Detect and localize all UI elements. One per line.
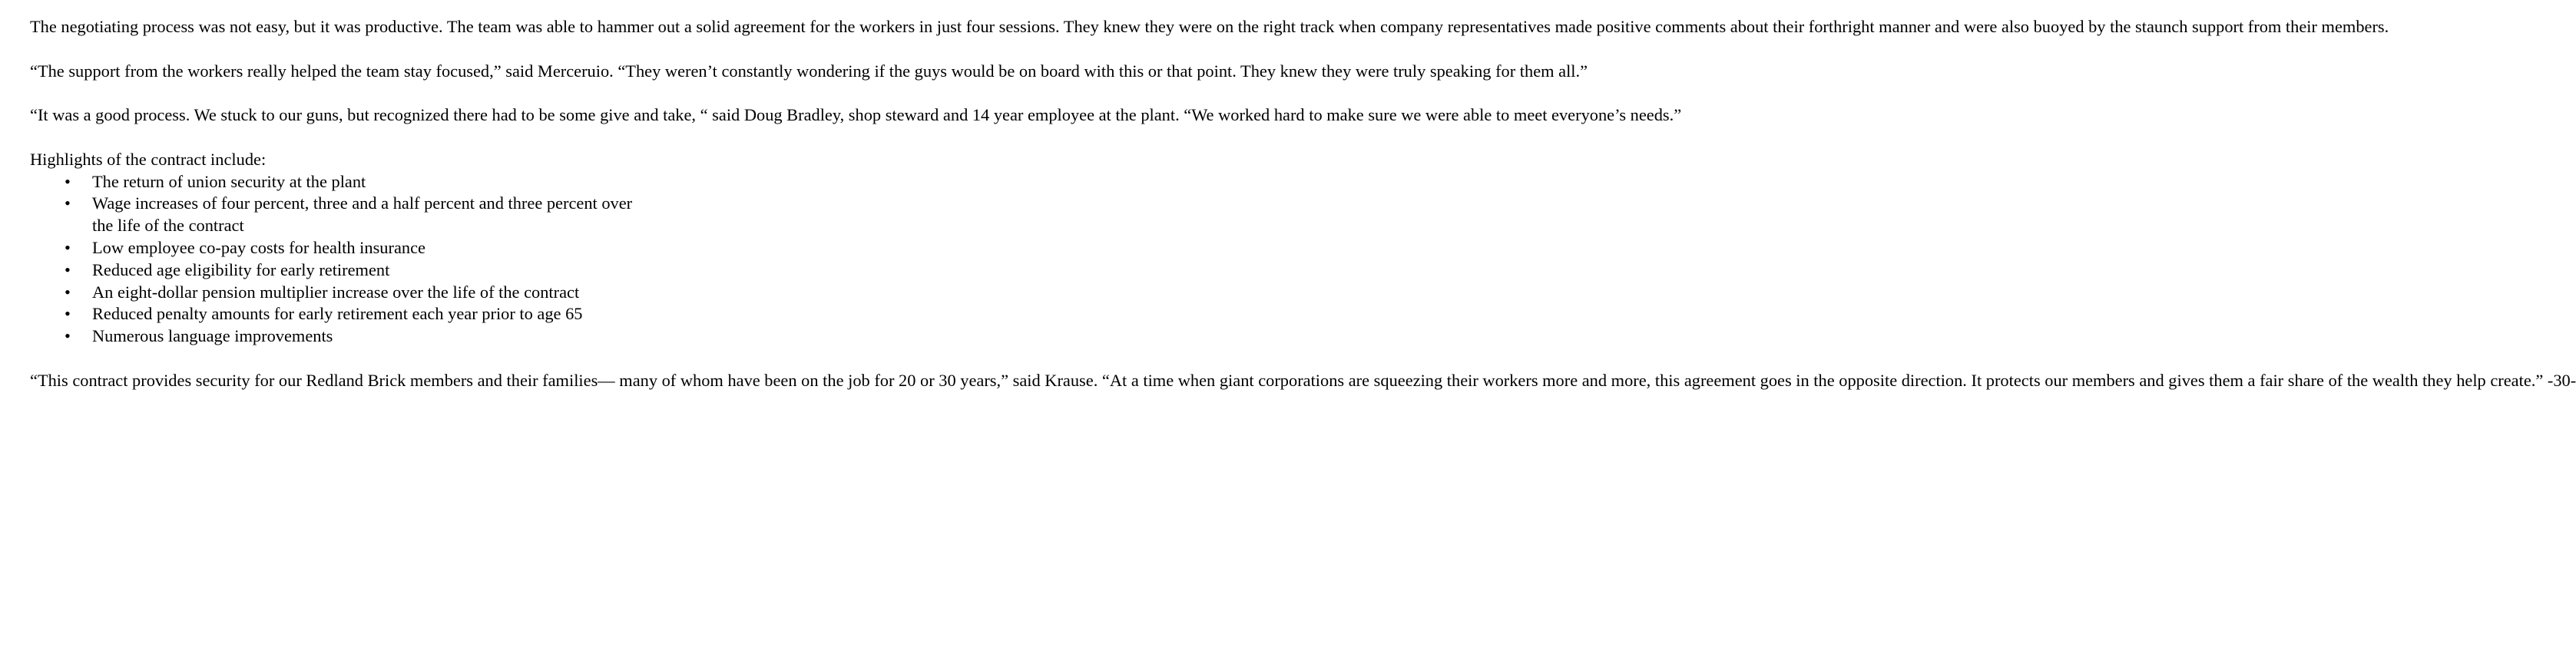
- paragraph-negotiating-process: The negotiating process was not easy, but it was productive. The team was able to hammer out a solid agreement for the workers in just four sessions. They knew they were on the right track when company representatives made positive comments about their forthright manner and were also buoyed by the staunch support from their members.: [30, 17, 2389, 36]
- list-item: [30, 237, 733, 259]
- paragraph-bradley-quote: “It was a good process. We stuck to our guns, but recognized there had to be some give and take, “ said Doug Bradley, shop steward and 14 year employee at the plant. “We worked hard to make sure we were able to meet everyone’s needs.”: [30, 105, 1682, 125]
- paragraph-krause-quote: “This contract provides security for our Redland Brick members and their families— many of whom have been on the job for 20 or 30 years,” said Krause. “At a time when giant corporations are squeezing their workers more and more, this agreement goes in the opposite direction. It protects our members and gives them a fair share of the wealth they help create.” -30-: [30, 370, 2576, 390]
- bullet-icon: •: [65, 171, 71, 191]
- highlights-list: [30, 171, 733, 348]
- bullet-icon: •: [65, 326, 71, 346]
- list-item: [30, 171, 733, 193]
- list-item-text: Wage increases of four percent, three and a half percent and three percent over the life of the contract: [92, 193, 633, 236]
- bullet-icon: •: [65, 237, 71, 257]
- list-item-text: Numerous language improvements: [92, 326, 333, 346]
- bullet-icon: •: [65, 259, 71, 279]
- list-item: [30, 303, 733, 325]
- bullet-icon: •: [65, 193, 71, 213]
- highlights-intro: Highlights of the contract include:: [30, 149, 267, 169]
- bullet-icon: •: [65, 282, 71, 302]
- bullet-icon: •: [65, 304, 71, 324]
- list-item: [30, 325, 733, 348]
- list-item-text: An eight-dollar pension multiplier increase over the life of the contract: [92, 282, 580, 302]
- list-item-text: The return of union security at the plant: [92, 171, 366, 191]
- list-item-text: Low employee co-pay costs for health insurance: [92, 237, 425, 257]
- list-item-text: Reduced penalty amounts for early retirement each year prior to age 65: [92, 304, 583, 324]
- list-item: [30, 282, 733, 304]
- paragraph-merceruio-quote: “The support from the workers really helped the team stay focused,” said Merceruio. “They weren’t constantly wondering if the guys would be on board with this or that point. They knew they were truly speaking for them all.”: [30, 61, 1588, 81]
- list-item-text: Reduced age eligibility for early retirement: [92, 259, 390, 279]
- document-page: [30, 16, 2576, 414]
- list-item: [30, 259, 733, 282]
- list-item: [30, 193, 733, 237]
